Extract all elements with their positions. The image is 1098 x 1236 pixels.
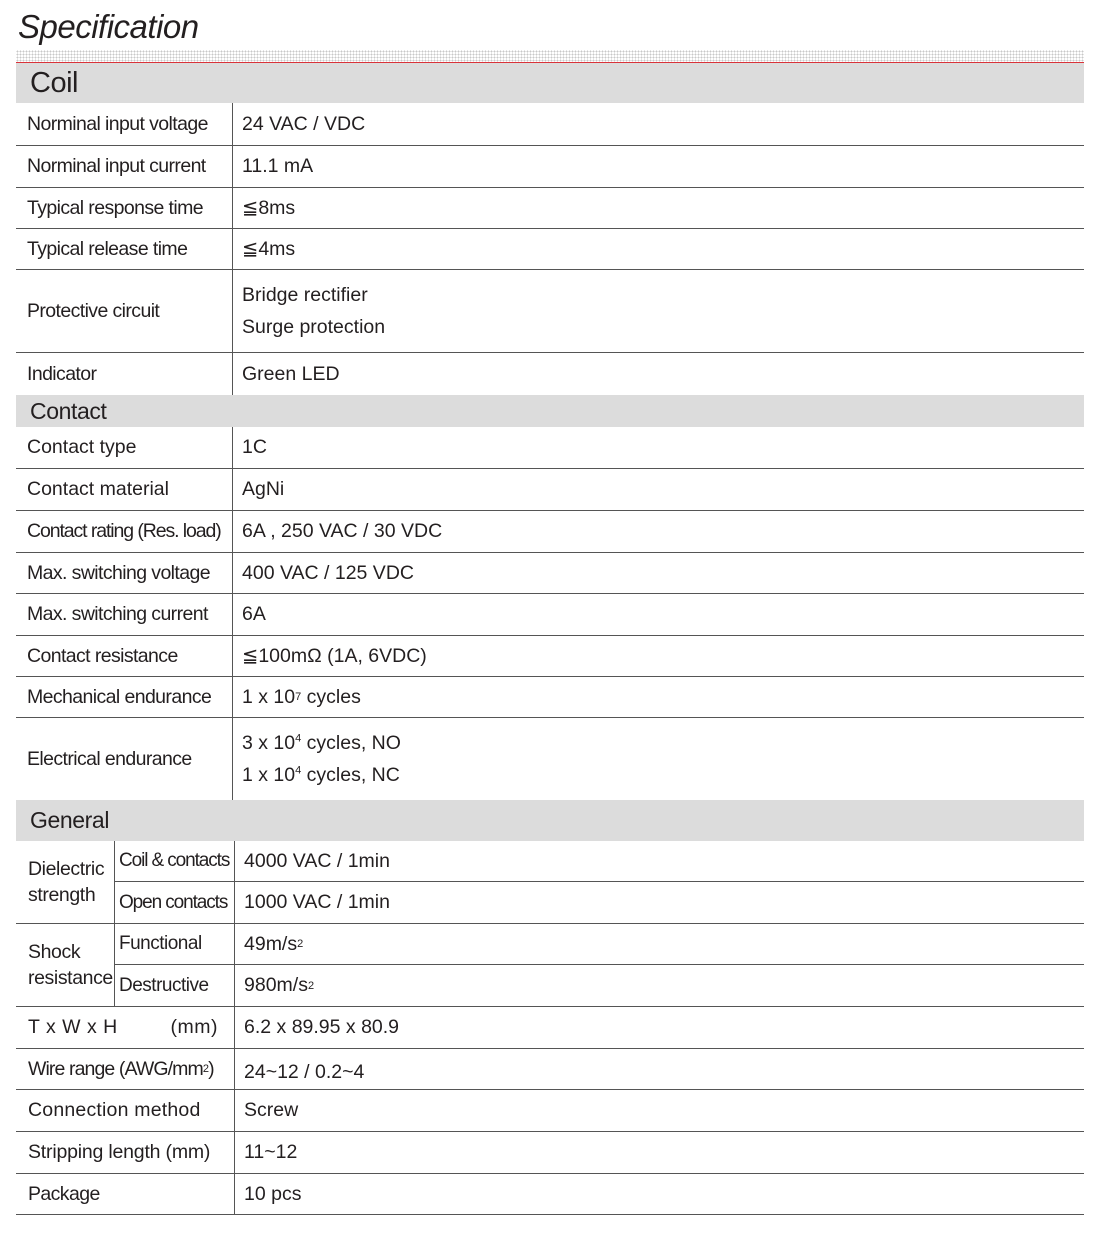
- row-label: Contact type: [27, 436, 137, 458]
- table-row: [16, 353, 1084, 395]
- row-value: Green LED: [232, 353, 1084, 395]
- row-label: Mechanical endurance: [27, 685, 212, 708]
- table-row: [16, 636, 1084, 677]
- group-label: Shock resistance: [28, 941, 113, 989]
- sub-label: Coil & contacts: [114, 841, 234, 881]
- row-value: AgNi: [232, 469, 1084, 510]
- row-label: Typical response time: [27, 196, 203, 219]
- value-base: 980m/s: [244, 974, 308, 996]
- table-row: [16, 270, 1084, 353]
- row-label: Electrical endurance: [27, 747, 192, 770]
- value-tail: cycles: [301, 685, 361, 708]
- table-row: [16, 103, 1084, 146]
- row-value: 400 VAC / 125 VDC: [232, 553, 1084, 593]
- sub-row: [114, 924, 1084, 965]
- sub-row: [114, 882, 1084, 923]
- sub-label: Functional: [114, 924, 234, 964]
- sub-value: 4000 VAC / 1min: [234, 841, 1084, 881]
- row-label: Max. switching voltage: [27, 561, 210, 584]
- row-value: ≦4ms: [232, 229, 1084, 269]
- value-line: [242, 759, 400, 791]
- table-row: [16, 594, 1084, 636]
- row-value: 24 VAC / VDC: [232, 103, 1084, 145]
- row-label: Max. switching current: [27, 603, 208, 625]
- sub-row: [114, 965, 1084, 1006]
- row-label: Indicator: [27, 362, 97, 385]
- shock-resistance-group: [16, 924, 1084, 1007]
- row-value: 1 x 10 7 cycles: [232, 677, 1084, 717]
- dimension-unit: (mm): [170, 1016, 218, 1038]
- sub-value: 49m/s 2: [234, 924, 1084, 964]
- value-exponent: 4: [295, 732, 302, 745]
- label-base: Wire range (AWG/mm: [28, 1057, 203, 1080]
- table-row: [16, 718, 1084, 800]
- sub-value: 980m/s 2: [234, 965, 1084, 1006]
- row-value: 11.1 mA: [232, 146, 1084, 187]
- table-row: [16, 1174, 1084, 1215]
- row-value: Screw: [234, 1090, 1084, 1131]
- table-row: [16, 677, 1084, 718]
- row-value: 10 pcs: [234, 1174, 1084, 1214]
- row-label: Contact rating (Res. load): [27, 520, 221, 542]
- value-exponent: 4: [295, 764, 302, 777]
- value-base: 1 x 10: [242, 685, 296, 708]
- row-value: 6A: [232, 594, 1084, 635]
- value-line: Bridge rectifier: [242, 284, 368, 306]
- value-base: 49m/s: [244, 932, 298, 955]
- row-value: 6.2 x 89.95 x 80.9: [234, 1007, 1084, 1048]
- table-row: [16, 1090, 1084, 1132]
- row-value: ≦100mΩ (1A, 6VDC): [232, 636, 1084, 676]
- section-heading-coil: Coil: [16, 63, 1084, 103]
- dielectric-strength-group: [16, 841, 1084, 924]
- table-row: [16, 1007, 1084, 1049]
- row-label: Stripping length (mm): [28, 1141, 211, 1163]
- value-line: [242, 727, 401, 759]
- row-label: Contact resistance: [27, 644, 178, 667]
- table-row: [16, 1049, 1084, 1090]
- table-row: [16, 1132, 1084, 1174]
- table-row: [16, 469, 1084, 511]
- row-label: Typical release time: [27, 237, 188, 260]
- table-row: [16, 188, 1084, 229]
- label-tail: ): [208, 1057, 214, 1080]
- section-heading-general: General: [16, 800, 1084, 841]
- row-value: ≦8ms: [232, 188, 1084, 228]
- row-label: Norminal input voltage: [27, 112, 208, 135]
- table-row: [16, 553, 1084, 594]
- row-value: 6A , 250 VAC / 30 VDC: [232, 511, 1084, 552]
- table-row: [16, 427, 1084, 469]
- row-value: 1C: [232, 427, 1084, 468]
- table-row: [16, 146, 1084, 188]
- row-value: 24~12 / 0.2~4: [234, 1049, 1084, 1089]
- value-tail: cycles, NC: [301, 764, 400, 786]
- row-label: Protective circuit: [27, 299, 160, 322]
- row-label: Wire range (AWG/mm 2 ): [28, 1057, 214, 1080]
- value-tail: cycles, NO: [301, 732, 401, 754]
- group-label: Dielectric strength: [28, 858, 105, 906]
- row-value: 11~12: [234, 1132, 1084, 1173]
- sub-label: Open contacts: [114, 882, 234, 923]
- row-label: Norminal input current: [27, 155, 206, 177]
- section-heading-contact: Contact: [16, 395, 1084, 427]
- table-row: [16, 511, 1084, 553]
- table-row: [16, 229, 1084, 270]
- title-dotted-rule: [16, 50, 1084, 62]
- sub-label: Destructive: [114, 965, 234, 1006]
- value-line: Surge protection: [242, 316, 386, 338]
- page-title: Specification: [18, 8, 199, 45]
- row-value: [232, 270, 1084, 352]
- value-base: 3 x 10: [242, 732, 296, 754]
- sub-value: 1000 VAC / 1min: [234, 882, 1084, 923]
- sub-row: [114, 841, 1084, 882]
- row-label: Connection method: [28, 1099, 201, 1121]
- value-base: 1 x 10: [242, 764, 296, 786]
- row-value: [232, 718, 1084, 800]
- dimension-label: T x W x H: [28, 1016, 118, 1038]
- row-label: [16, 1007, 234, 1048]
- row-label: Contact material: [27, 478, 169, 500]
- row-label: Package: [28, 1182, 100, 1205]
